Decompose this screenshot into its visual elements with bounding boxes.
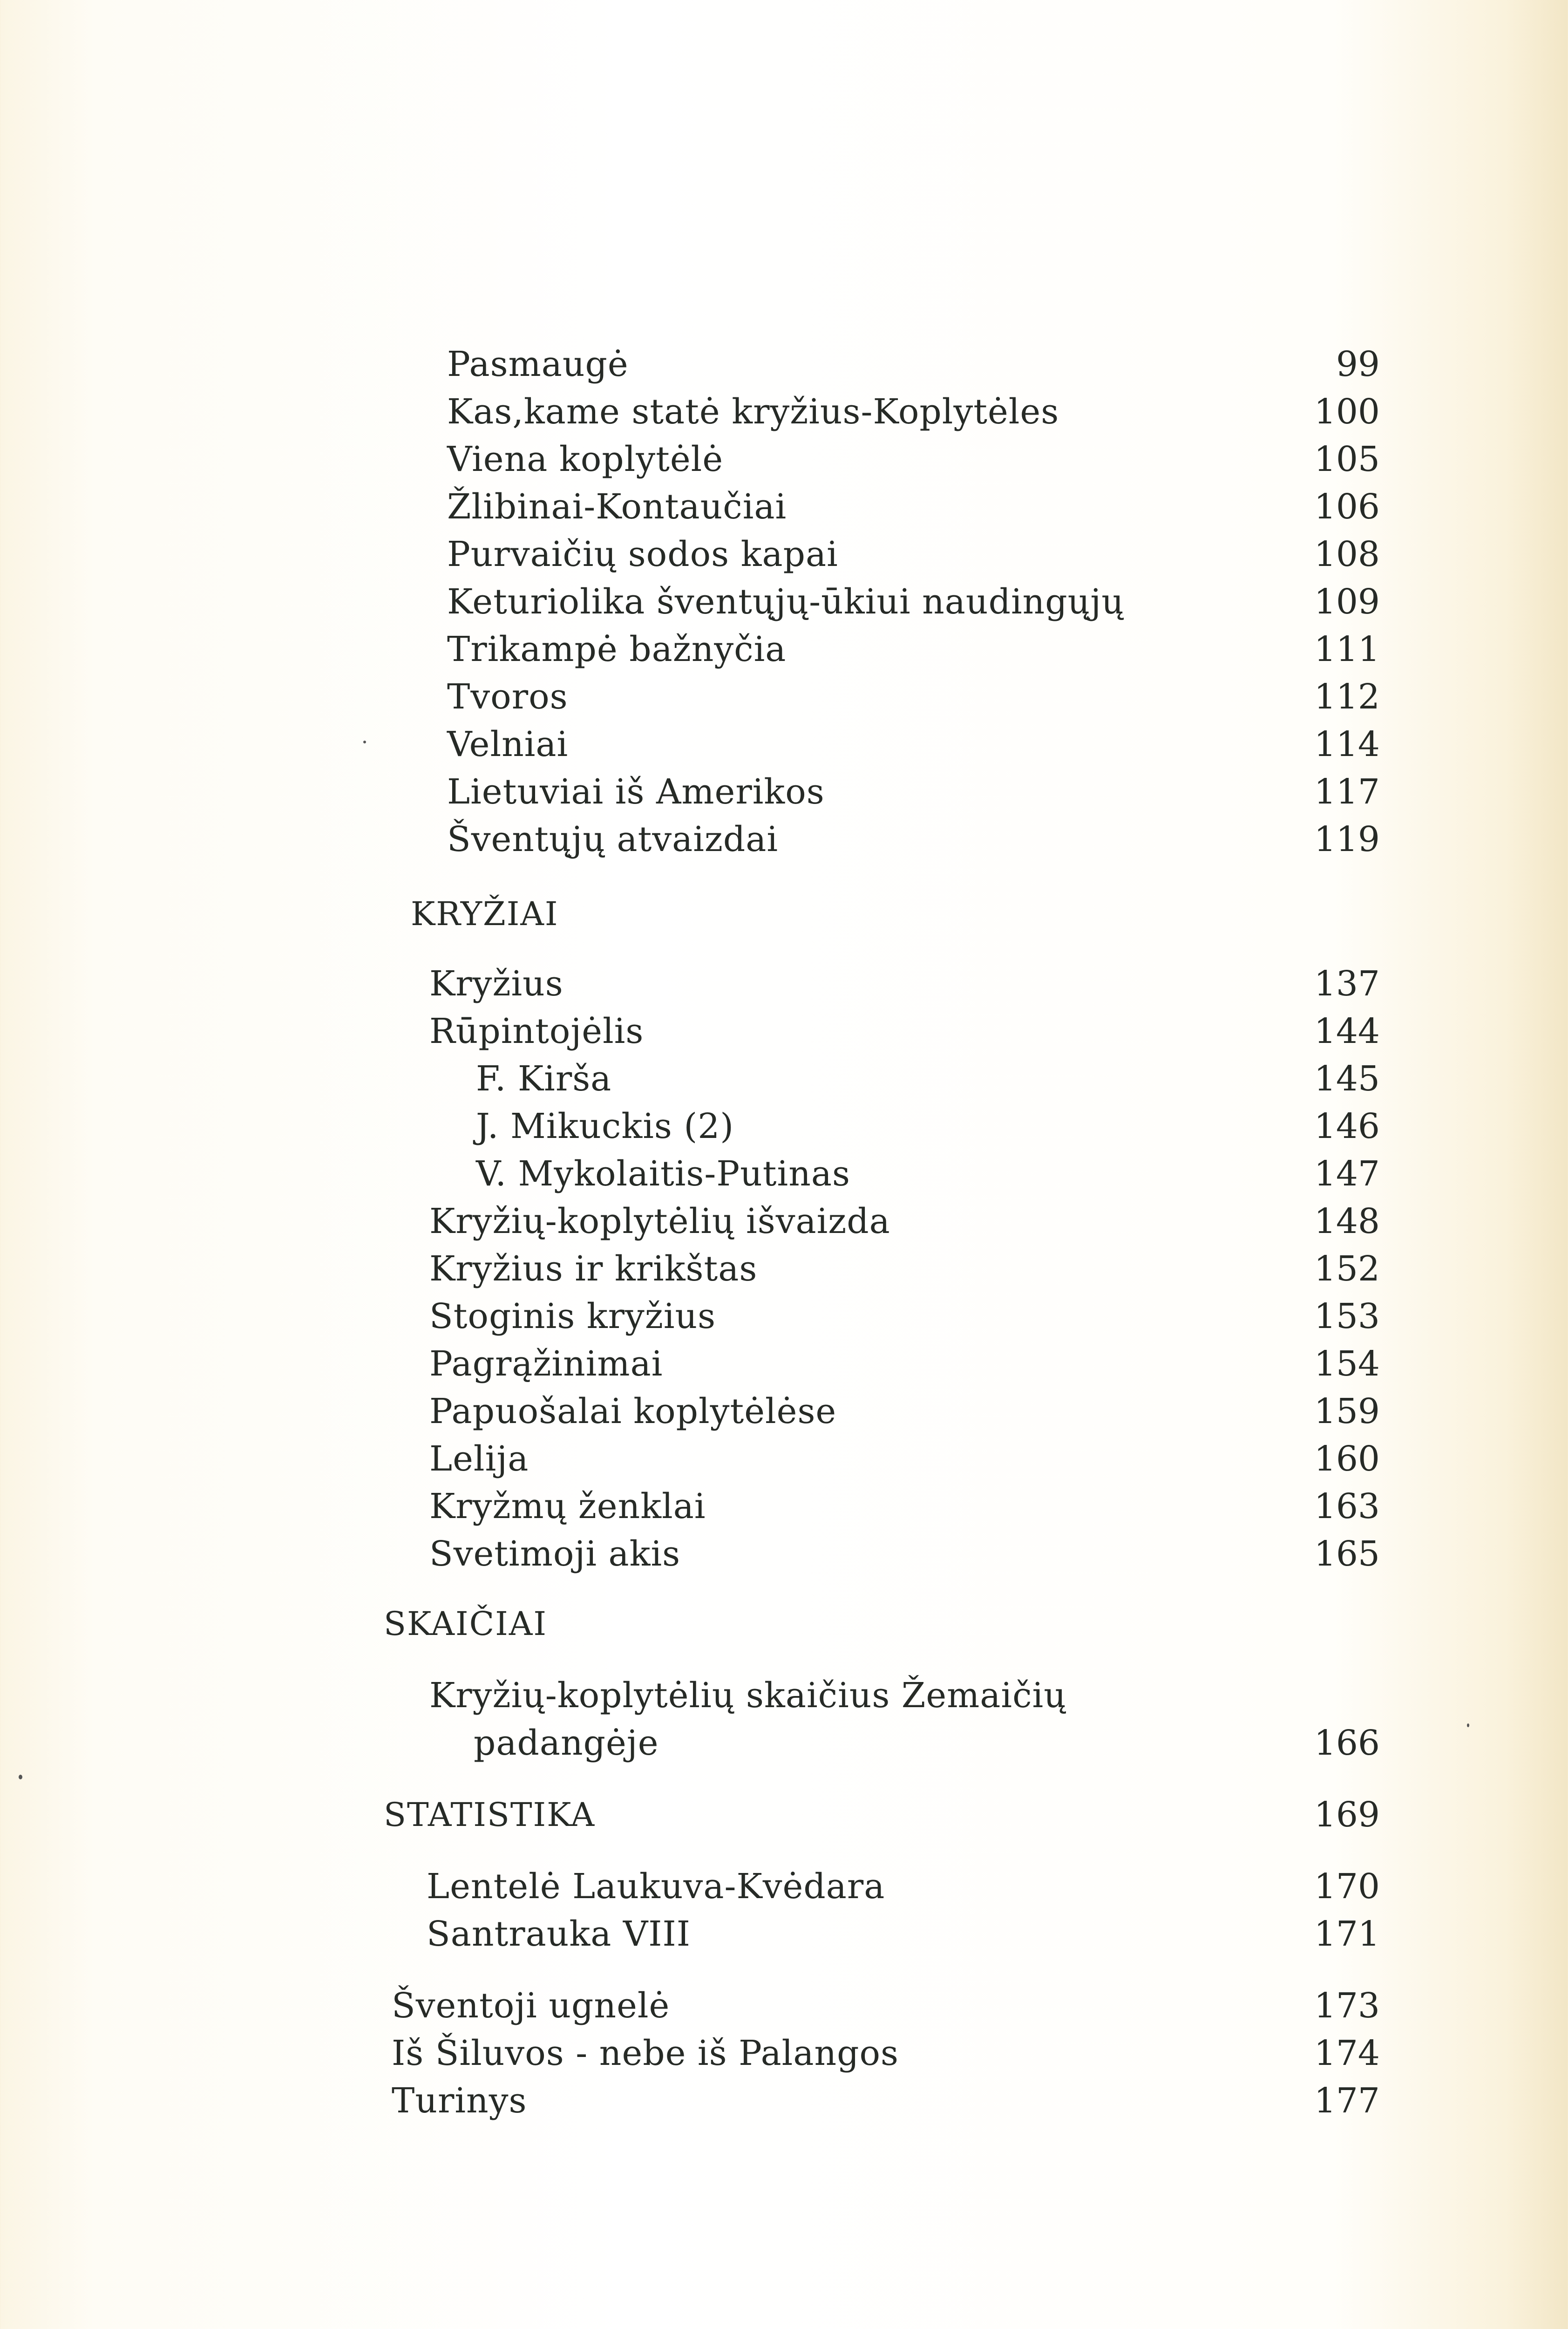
entry-page: 119 <box>1314 819 1380 859</box>
toc-entry <box>0 484 1568 531</box>
entry-page: 117 <box>1314 772 1380 812</box>
entry-title: Šventųjų atvaizdai <box>447 819 779 859</box>
entry-title: V. Mykolaitis-Putinas <box>476 1154 850 1194</box>
entry-title: padangėje <box>474 1723 659 1763</box>
entry-title: Lelija <box>429 1439 529 1479</box>
toc-entry <box>0 769 1568 816</box>
entry-title: Rūpintojėlis <box>429 1011 644 1051</box>
toc-entry <box>0 2077 1568 2125</box>
entry-title: Viena koplytėlė <box>447 439 724 479</box>
entry-title: Iš Šiluvos - nebe iš Palangos <box>392 2033 899 2073</box>
entry-page: 165 <box>1314 1534 1380 1574</box>
section-heading <box>0 1600 1568 1648</box>
entry-page: 169 <box>1314 1795 1380 1835</box>
entry-title: F. Kirša <box>476 1059 612 1099</box>
toc-entry <box>0 816 1568 864</box>
toc-entry <box>0 1246 1568 1293</box>
entry-page: 160 <box>1314 1439 1380 1479</box>
toc-entry <box>0 341 1568 388</box>
toc-entry <box>0 1198 1568 1246</box>
entry-title: Velniai <box>447 724 569 764</box>
entry-page: 145 <box>1314 1059 1380 1099</box>
toc-entry <box>0 1911 1568 1958</box>
entry-page: 171 <box>1314 1914 1380 1954</box>
entry-page: 153 <box>1314 1296 1380 1336</box>
toc-entry <box>0 436 1568 484</box>
entry-title: Pagrąžinimai <box>429 1344 663 1384</box>
entry-page: 146 <box>1314 1106 1380 1146</box>
entry-title: Lentelė Laukuva-Kvėdara <box>427 1866 885 1907</box>
entry-title: J. Mikuckis (2) <box>476 1106 734 1146</box>
entry-page: 100 <box>1314 392 1380 432</box>
entry-page: 108 <box>1314 534 1380 574</box>
entry-page: 170 <box>1314 1866 1380 1907</box>
entry-page: 144 <box>1314 1011 1380 1051</box>
toc-entry <box>0 1531 1568 1578</box>
toc-entry <box>0 674 1568 721</box>
entry-title: Svetimoji akis <box>429 1534 681 1574</box>
entry-page: 163 <box>1314 1486 1380 1526</box>
section-heading <box>0 1791 1568 1839</box>
toc-entry <box>0 1388 1568 1436</box>
toc-entry <box>0 1982 1568 2030</box>
entry-page: 166 <box>1314 1723 1380 1763</box>
toc-entry <box>0 1008 1568 1056</box>
entry-title: Kryžius ir krikštas <box>429 1249 758 1289</box>
entry-title: Šventoji ugnelė <box>392 1986 670 2026</box>
entry-title: Papuošalai koplytėlėse <box>429 1391 837 1431</box>
entry-title: Kas,kame statė kryžius-Koplytėles <box>447 392 1059 432</box>
toc-entry <box>0 388 1568 436</box>
toc-entry <box>0 1293 1568 1341</box>
entry-page: 99 <box>1336 344 1380 384</box>
entry-title: Kryžius <box>429 964 563 1004</box>
entry-page: 111 <box>1314 629 1380 669</box>
entry-title: Stoginis kryžius <box>429 1296 716 1336</box>
toc-entry <box>0 1483 1568 1531</box>
entry-title: Kryžmų ženklai <box>429 1486 706 1526</box>
toc-entry <box>0 1863 1568 1911</box>
entry-page: 174 <box>1314 2033 1380 2073</box>
entry-page: 114 <box>1314 724 1380 764</box>
entry-page: 109 <box>1314 582 1380 622</box>
section-heading <box>0 891 1568 938</box>
entry-title: Santrauka VIII <box>427 1914 691 1954</box>
toc-entry <box>0 531 1568 579</box>
entry-title: Purvaičių sodos kapai <box>447 534 838 574</box>
entry-page: 152 <box>1314 1249 1380 1289</box>
entry-title: Trikampė bažnyčia <box>447 629 787 669</box>
entry-page: 159 <box>1314 1391 1380 1431</box>
entry-title: Turinys <box>392 2081 527 2121</box>
toc-entry <box>0 1151 1568 1198</box>
toc-entry <box>0 1056 1568 1103</box>
entry-page: 154 <box>1314 1344 1380 1384</box>
entry-title: Pasmaugė <box>447 344 629 384</box>
entry-page: 177 <box>1314 2081 1380 2121</box>
entry-page: 173 <box>1314 1986 1380 2026</box>
section-title: KRYŽIAI <box>411 895 559 933</box>
scan-speck <box>363 741 366 743</box>
toc-entry <box>0 1341 1568 1388</box>
scan-speck <box>1467 1723 1469 1727</box>
scan-speck <box>19 1775 22 1779</box>
entry-page: 105 <box>1314 439 1380 479</box>
toc-entry <box>0 1720 1568 1767</box>
entry-page: 106 <box>1314 487 1380 527</box>
toc-entry <box>0 1103 1568 1151</box>
entry-page: 137 <box>1314 964 1380 1004</box>
toc-entry <box>0 579 1568 626</box>
section-title: STATISTIKA <box>384 1796 596 1834</box>
entry-title: Tvoros <box>447 677 568 717</box>
entry-title: Žlibinai-Kontaučiai <box>447 487 787 527</box>
toc-entry <box>0 960 1568 1008</box>
entry-title: Kryžių-koplytėlių skaičius Žemaičių <box>429 1675 1066 1716</box>
entry-page: 148 <box>1314 1201 1380 1241</box>
toc-entry <box>0 721 1568 769</box>
toc-entry <box>0 2030 1568 2077</box>
toc-entry <box>0 1436 1568 1483</box>
section-title: SKAIČIAI <box>384 1605 548 1643</box>
toc-entry <box>0 1672 1568 1720</box>
entry-page: 112 <box>1314 677 1380 717</box>
entry-title: Kryžių-koplytėlių išvaizda <box>429 1201 890 1241</box>
entry-title: Keturiolika šventųjų-ūkiui naudingųjų <box>447 582 1124 622</box>
toc-entry <box>0 626 1568 674</box>
entry-title: Lietuviai iš Amerikos <box>447 772 825 812</box>
entry-page: 147 <box>1314 1154 1380 1194</box>
